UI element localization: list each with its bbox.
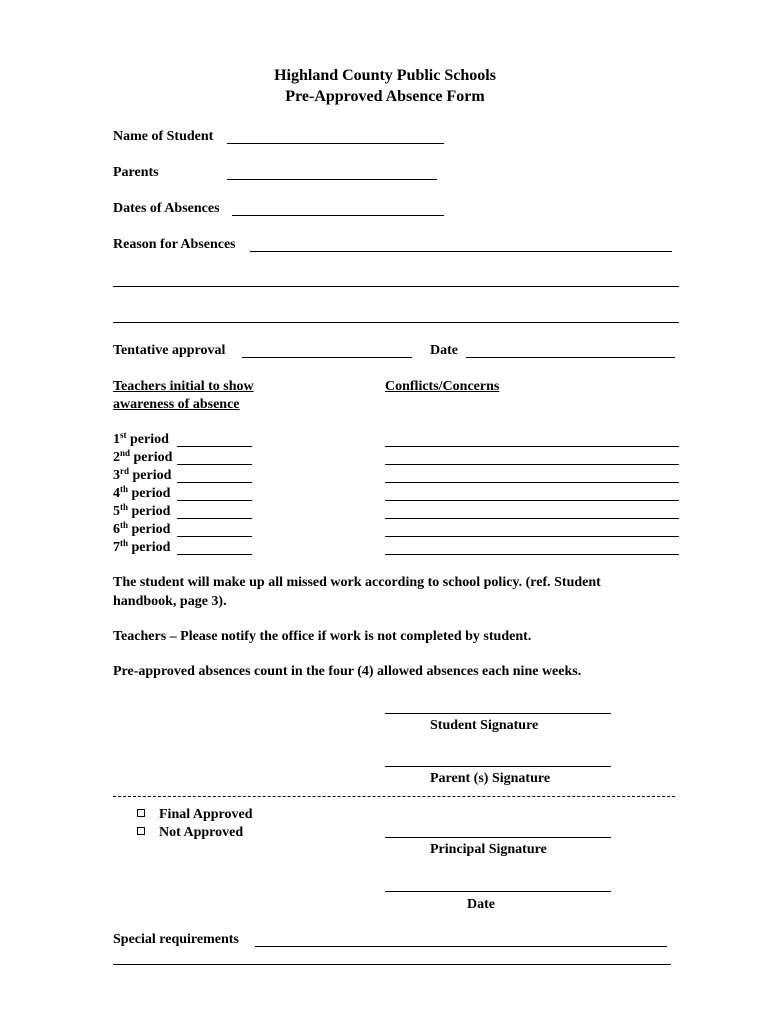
conflicts-field[interactable] xyxy=(385,554,679,555)
parent-signature-field[interactable] xyxy=(385,766,611,767)
special-requirements-label: Special requirements xyxy=(113,932,239,947)
conflicts-field[interactable] xyxy=(385,518,679,519)
period-row: 2nd period xyxy=(113,448,173,465)
reason-label: Reason for Absences xyxy=(113,237,236,252)
date-label: Date xyxy=(430,343,458,358)
student-signature-field[interactable] xyxy=(385,713,611,714)
signature-date-label: Date xyxy=(467,897,495,912)
conflicts-field[interactable] xyxy=(385,500,679,501)
principal-signature-field[interactable] xyxy=(385,837,611,838)
separator xyxy=(113,796,675,797)
conflicts-field[interactable] xyxy=(385,446,679,447)
form-title: Pre-Approved Absence Form xyxy=(285,88,485,105)
makeup-note-line2: handbook, page 3). xyxy=(113,594,227,609)
student-signature-label: Student Signature xyxy=(430,718,539,733)
signature-date-field[interactable] xyxy=(385,891,611,892)
period-initial-field[interactable] xyxy=(177,554,252,555)
conflicts-field[interactable] xyxy=(385,536,679,537)
parents-label: Parents xyxy=(113,165,159,180)
period-initial-field[interactable] xyxy=(177,500,252,501)
checkbox-icon[interactable] xyxy=(137,809,145,817)
period-initial-field[interactable] xyxy=(177,482,252,483)
period-initial-field[interactable] xyxy=(177,464,252,465)
teachers-heading-line2: awareness of absence xyxy=(113,397,240,412)
period-row: 5th period xyxy=(113,502,171,519)
period-row: 1st period xyxy=(113,430,169,447)
period-row: 6th period xyxy=(113,520,171,537)
period-initial-field[interactable] xyxy=(177,536,252,537)
tentative-approval-field[interactable] xyxy=(242,357,412,358)
teachers-heading-line1: Teachers initial to show xyxy=(113,379,254,394)
parents-field[interactable] xyxy=(227,179,437,180)
school-name: Highland County Public Schools xyxy=(274,67,496,84)
date-field[interactable] xyxy=(466,357,675,358)
period-row: 4th period xyxy=(113,484,171,501)
period-initial-field[interactable] xyxy=(177,446,252,447)
tentative-approval-label: Tentative approval xyxy=(113,343,226,358)
dates-field[interactable] xyxy=(232,215,444,216)
reason-field-line-3[interactable] xyxy=(113,322,679,323)
checkbox-icon[interactable] xyxy=(137,827,145,835)
parent-signature-label: Parent (s) Signature xyxy=(430,771,551,786)
period-row: 3rd period xyxy=(113,466,172,483)
period-initial-field[interactable] xyxy=(177,518,252,519)
not-approved-option[interactable]: Not Approved xyxy=(137,824,243,842)
conflicts-field[interactable] xyxy=(385,482,679,483)
reason-field[interactable] xyxy=(250,251,672,252)
conflicts-field[interactable] xyxy=(385,464,679,465)
makeup-note-line1: The student will make up all missed work according to school policy. (ref. Student xyxy=(113,575,601,590)
special-requirements-field-line-2[interactable] xyxy=(113,964,671,965)
student-name-label: Name of Student xyxy=(113,129,214,144)
teachers-notify-note: Teachers – Please notify the office if work is not completed by student. xyxy=(113,629,532,644)
special-requirements-field[interactable] xyxy=(255,946,667,947)
absence-count-note: Pre-approved absences count in the four (4) allowed absences each nine weeks. xyxy=(113,664,582,679)
student-name-field[interactable] xyxy=(227,143,444,144)
dates-label: Dates of Absences xyxy=(113,201,220,216)
reason-field-line-2[interactable] xyxy=(113,286,679,287)
final-approved-option[interactable]: Final Approved xyxy=(137,806,253,824)
principal-signature-label: Principal Signature xyxy=(430,842,547,857)
conflicts-heading: Conflicts/Concerns xyxy=(385,379,500,394)
period-row: 7th period xyxy=(113,538,171,555)
